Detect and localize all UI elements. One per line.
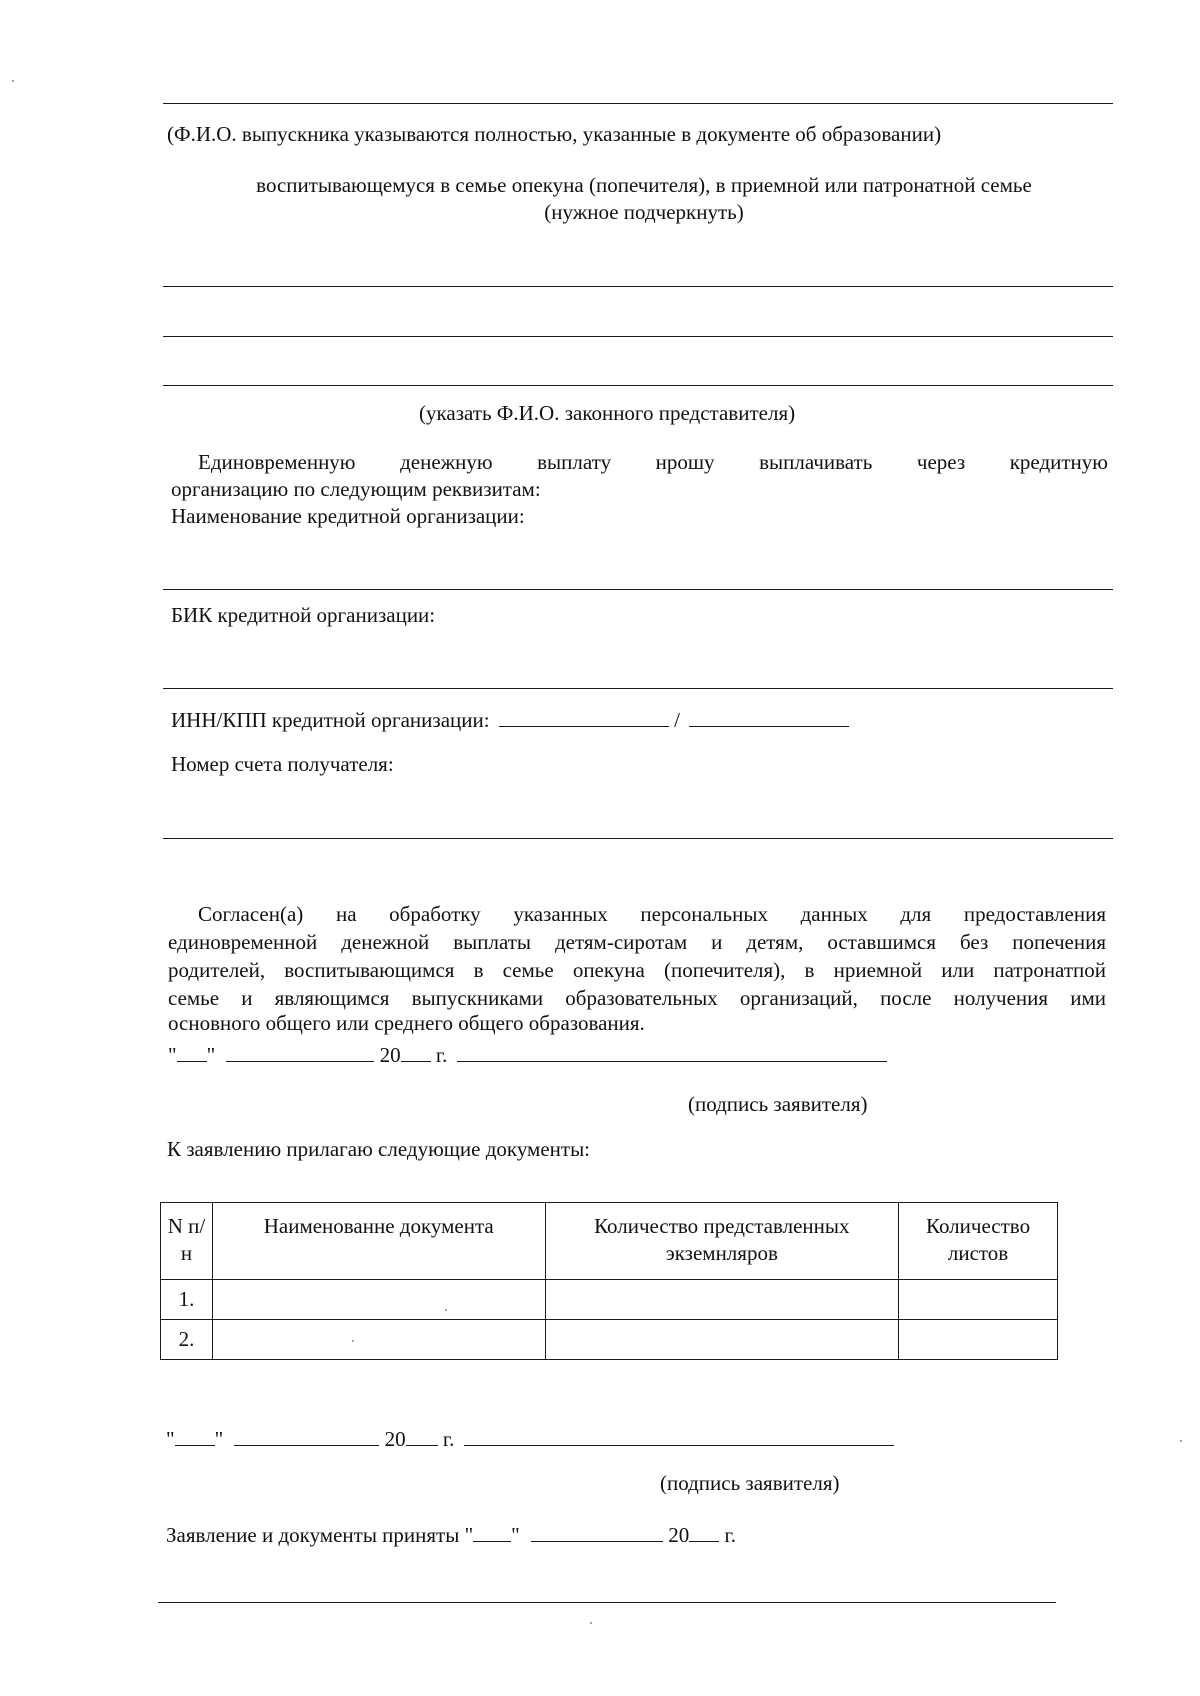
scan-speck xyxy=(352,1340,354,1342)
row-number: 1. xyxy=(161,1280,213,1320)
kpp-field[interactable] xyxy=(689,705,849,727)
footer-day-open-quote: " xyxy=(166,1427,175,1451)
consent-year-prefix: 20 xyxy=(379,1043,401,1067)
bik-line[interactable] xyxy=(163,688,1113,689)
payment-intro-line2: организацию по следующим реквизитам: xyxy=(171,477,541,501)
consent-line-3: родителей, воспитывающимся в семье опекуна (попечителя), в нриемной или патронатпой xyxy=(168,958,1106,982)
consent-line-5: основного общего или среднего общего образования. xyxy=(168,1011,645,1035)
scan-speck xyxy=(590,1622,592,1624)
consent-date-row xyxy=(168,1040,887,1066)
footer-year-suffix: г. xyxy=(442,1427,455,1451)
document-name-cell[interactable] xyxy=(212,1280,545,1320)
copies-cell[interactable] xyxy=(545,1320,899,1360)
footer-signature-field[interactable] xyxy=(464,1424,894,1446)
consent-year-field[interactable] xyxy=(401,1040,431,1062)
accepted-year-field[interactable] xyxy=(689,1520,719,1542)
inn-field[interactable] xyxy=(499,705,669,727)
accepted-year-prefix: 20 xyxy=(668,1523,690,1547)
footer-date-row xyxy=(166,1424,894,1450)
acceptor-line[interactable] xyxy=(158,1602,1056,1603)
accepted-label: Заявление и документы приняты xyxy=(166,1523,460,1547)
sheets-cell[interactable] xyxy=(899,1320,1058,1360)
table-row xyxy=(161,1280,1058,1320)
graduate-name-line[interactable] xyxy=(163,103,1113,104)
bik-label: БИК кредитной организации: xyxy=(171,603,436,627)
family-type-line: воспитывающемуся в семье опекуна (попечителя), в приемной или патронатной семье xyxy=(256,173,1032,197)
consent-day-field[interactable] xyxy=(177,1040,207,1062)
family-type-text xyxy=(170,172,1118,227)
accepted-year-suffix: г. xyxy=(724,1523,736,1547)
inn-kpp-row xyxy=(171,705,849,731)
bank-name-line[interactable] xyxy=(163,589,1113,590)
copies-cell[interactable] xyxy=(545,1280,899,1320)
consent-line-1: Согласен(а) на обработку указанных персональных данных для предоставления xyxy=(198,902,1106,926)
accepted-month-field[interactable] xyxy=(531,1520,663,1542)
account-line[interactable] xyxy=(163,838,1113,839)
table-header-row xyxy=(161,1203,1058,1280)
consent-day-open-quote: " xyxy=(168,1043,177,1067)
footer-year-prefix: 20 xyxy=(384,1427,406,1451)
graduate-name-note: (Ф.И.О. выпускника указываются полностью, указанные в документе об образовании) xyxy=(167,122,942,146)
representative-note: (указать Ф.И.О. законного представителя) xyxy=(419,401,796,425)
representative-line-1[interactable] xyxy=(163,286,1113,287)
footer-year-field[interactable] xyxy=(406,1424,438,1446)
table-row xyxy=(161,1320,1058,1360)
consent-line-4: семье и являющимся выпускниками образовательных организаций, после нолучения ими xyxy=(168,986,1106,1010)
document-name-cell[interactable] xyxy=(212,1320,545,1360)
inn-kpp-label: ИНН/КПП кредитной организации: xyxy=(171,708,490,732)
representative-line-3[interactable] xyxy=(163,385,1113,386)
footer-signature-note: (подпись заявителя) xyxy=(660,1471,840,1495)
column-header-copies: Количество представленных экземнляров xyxy=(545,1203,899,1280)
row-number: 2. xyxy=(161,1320,213,1360)
accepted-day-open-quote: " xyxy=(464,1523,474,1547)
sheets-cell[interactable] xyxy=(899,1280,1058,1320)
column-header-sheets: Количество листов xyxy=(899,1203,1058,1280)
accepted-row xyxy=(166,1520,736,1546)
footer-month-field[interactable] xyxy=(234,1424,379,1446)
consent-year-suffix: г. xyxy=(435,1043,448,1067)
consent-month-field[interactable] xyxy=(226,1040,374,1062)
accepted-day-close-quote: " xyxy=(511,1523,520,1547)
account-label: Номер счета получателя: xyxy=(171,752,394,776)
consent-day-close-quote: " xyxy=(206,1043,216,1067)
column-header-document-name: Наименованне документа xyxy=(212,1203,545,1280)
attachments-intro: К заявлению прилагаю следующие документы: xyxy=(167,1137,591,1161)
scan-speck xyxy=(445,1309,447,1311)
inn-kpp-separator: / xyxy=(674,708,680,732)
attachments-table xyxy=(160,1202,1058,1360)
column-header-number: N п/н xyxy=(161,1203,213,1280)
consent-line-2: единовременной денежной выплаты детям-сиротам и детям, оставшимся без попечения xyxy=(168,930,1106,954)
consent-signature-field[interactable] xyxy=(457,1040,887,1062)
underline-hint: (нужное подчеркнуть) xyxy=(544,200,744,225)
scan-speck xyxy=(12,80,14,82)
payment-intro-line1: Единовременную денежную выплату нрошу выплачивать через кредитную xyxy=(198,450,1108,474)
footer-day-close-quote: " xyxy=(214,1427,224,1451)
bank-name-label: Наименование кредитной организации: xyxy=(171,504,525,528)
footer-day-field[interactable] xyxy=(175,1424,215,1446)
consent-signature-note: (подпись заявителя) xyxy=(688,1092,868,1116)
representative-line-2[interactable] xyxy=(163,336,1113,337)
accepted-day-field[interactable] xyxy=(473,1520,511,1542)
scan-speck xyxy=(1180,1440,1182,1442)
